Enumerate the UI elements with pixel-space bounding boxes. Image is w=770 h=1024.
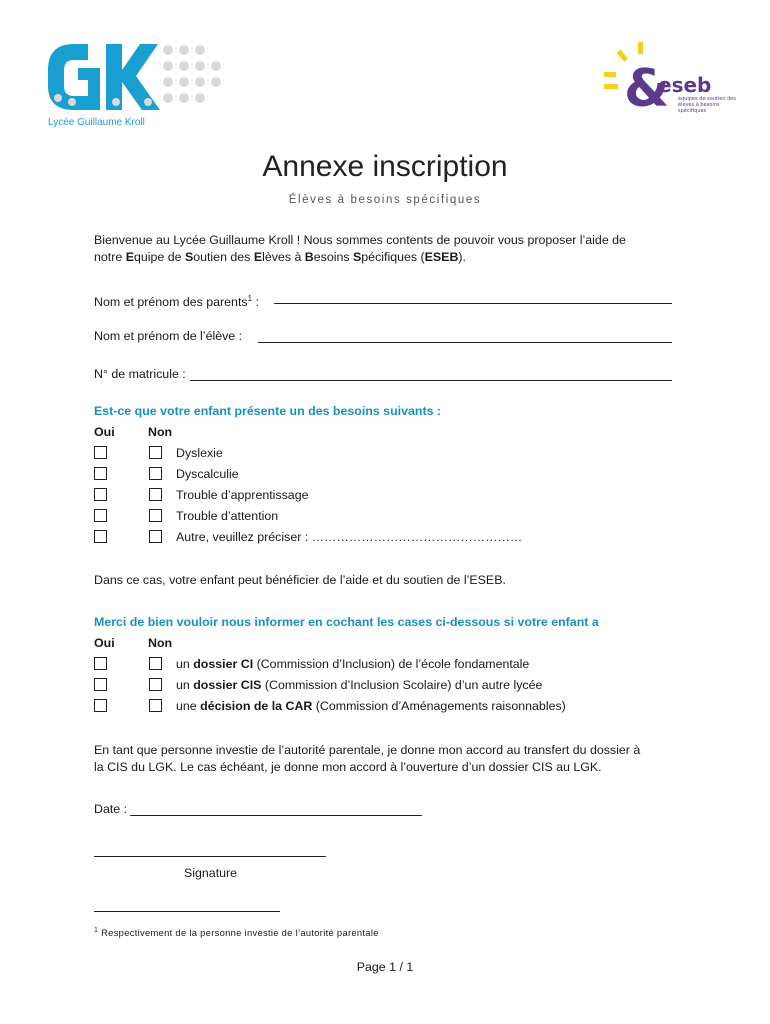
matricule-label: N° de matricule : bbox=[94, 367, 186, 381]
document-subtitle: Élèves à besoins spécifiques bbox=[288, 194, 482, 206]
need-apprentissage-oui-checkbox[interactable] bbox=[94, 488, 107, 501]
dossier-cis-non-checkbox[interactable] bbox=[149, 678, 162, 691]
needs-non-header: Non bbox=[148, 425, 173, 439]
need-autre-oui-checkbox[interactable] bbox=[94, 530, 107, 543]
parents-name-label: Nom et prénom des parents$^1$ : bbox=[94, 294, 259, 310]
dossier-non-header: Non bbox=[148, 636, 173, 650]
parents-name-field[interactable] bbox=[274, 303, 672, 304]
intro-paragraph bbox=[94, 232, 684, 266]
need-autre-label: Autre, veuillez préciser : …………………………………………… bbox=[176, 530, 523, 544]
need-dyslexie-non-checkbox[interactable] bbox=[149, 446, 162, 459]
date-field[interactable] bbox=[130, 815, 422, 816]
decision-car-non-checkbox[interactable] bbox=[149, 699, 162, 712]
lgk-logo-caption: Lycée Guillaume Kroll bbox=[48, 117, 145, 128]
need-item-label: Trouble d’attention bbox=[176, 509, 279, 523]
page-number: Page 1 / 1 bbox=[356, 960, 414, 974]
dossier-cis-oui-checkbox[interactable] bbox=[94, 678, 107, 691]
signature-label: Signature bbox=[184, 866, 238, 880]
dossier-cis-label: un dossier CIS (Commission d’Inclusion Scolaire) d’un autre lycée bbox=[176, 678, 543, 692]
student-name-field[interactable] bbox=[258, 342, 672, 343]
dossier-ci-oui-checkbox[interactable] bbox=[94, 657, 107, 670]
eseb-logo-text: eseb bbox=[658, 73, 712, 97]
need-item-label: Dyslexie bbox=[176, 446, 223, 460]
eseb-logo-tagline: équipes de soutien des élèves à besoins spécifiques bbox=[678, 96, 736, 114]
matricule-field[interactable] bbox=[190, 380, 672, 381]
need-dyscalculie-oui-checkbox[interactable] bbox=[94, 467, 107, 480]
svg-text:&: & bbox=[624, 59, 670, 119]
decision-car-label: une décision de la CAR (Commission d’Aménagements raisonnables) bbox=[176, 699, 566, 713]
need-item-label: Trouble d’apprentissage bbox=[176, 488, 309, 502]
footnote: $^1$ Respectivement de la personne investie de l’autorité parentale bbox=[94, 927, 379, 939]
needs-oui-header: Oui bbox=[94, 425, 115, 439]
date-label: Date : bbox=[94, 802, 128, 816]
signature-line[interactable] bbox=[94, 856, 326, 857]
consent-line-1: En tant que personne investie de l’autorité parentale, je donne mon accord au transfert du dossier à bbox=[94, 743, 641, 757]
need-item-label: Dyscalculie bbox=[176, 467, 239, 481]
consent-paragraph bbox=[94, 742, 684, 776]
dossier-ci-non-checkbox[interactable] bbox=[149, 657, 162, 670]
dossier-section-heading: Merci de bien vouloir nous informer en cochant les cases ci-dessous si votre enfant a bbox=[94, 615, 599, 629]
consent-line-2: la CIS du LGK. Le cas échéant, je donne mon accord à l’ouverture d’un dossier CIS au LGK. bbox=[94, 760, 602, 774]
needs-section-heading: Est-ce que votre enfant présente un des besoins suivants : bbox=[94, 404, 442, 418]
eseb-benefit-text: Dans ce cas, votre enfant peut bénéficier de l’aide et du soutien de l’ESEB. bbox=[94, 573, 506, 587]
intro-line-2: notre Equipe de Soutien des Elèves à Besoins Spécifiques (ESEB). bbox=[94, 250, 466, 264]
need-attention-non-checkbox[interactable] bbox=[149, 509, 162, 522]
need-dyscalculie-non-checkbox[interactable] bbox=[149, 467, 162, 480]
need-autre-non-checkbox[interactable] bbox=[149, 530, 162, 543]
footnote-separator bbox=[94, 911, 280, 912]
need-dyslexie-oui-checkbox[interactable] bbox=[94, 446, 107, 459]
student-name-label: Nom et prénom de l’élève : bbox=[94, 329, 243, 343]
dossier-oui-header: Oui bbox=[94, 636, 115, 650]
intro-line-1: Bienvenue au Lycée Guillaume Kroll ! Nous sommes contents de pouvoir vous proposer l’aide de bbox=[94, 233, 626, 247]
document-title: Annexe inscription bbox=[262, 150, 508, 183]
eseb-logo bbox=[598, 40, 738, 120]
need-apprentissage-non-checkbox[interactable] bbox=[149, 488, 162, 501]
need-attention-oui-checkbox[interactable] bbox=[94, 509, 107, 522]
decision-car-oui-checkbox[interactable] bbox=[94, 699, 107, 712]
dossier-ci-label: un dossier CI (Commission d’Inclusion) de l’école fondamentale bbox=[176, 657, 530, 671]
